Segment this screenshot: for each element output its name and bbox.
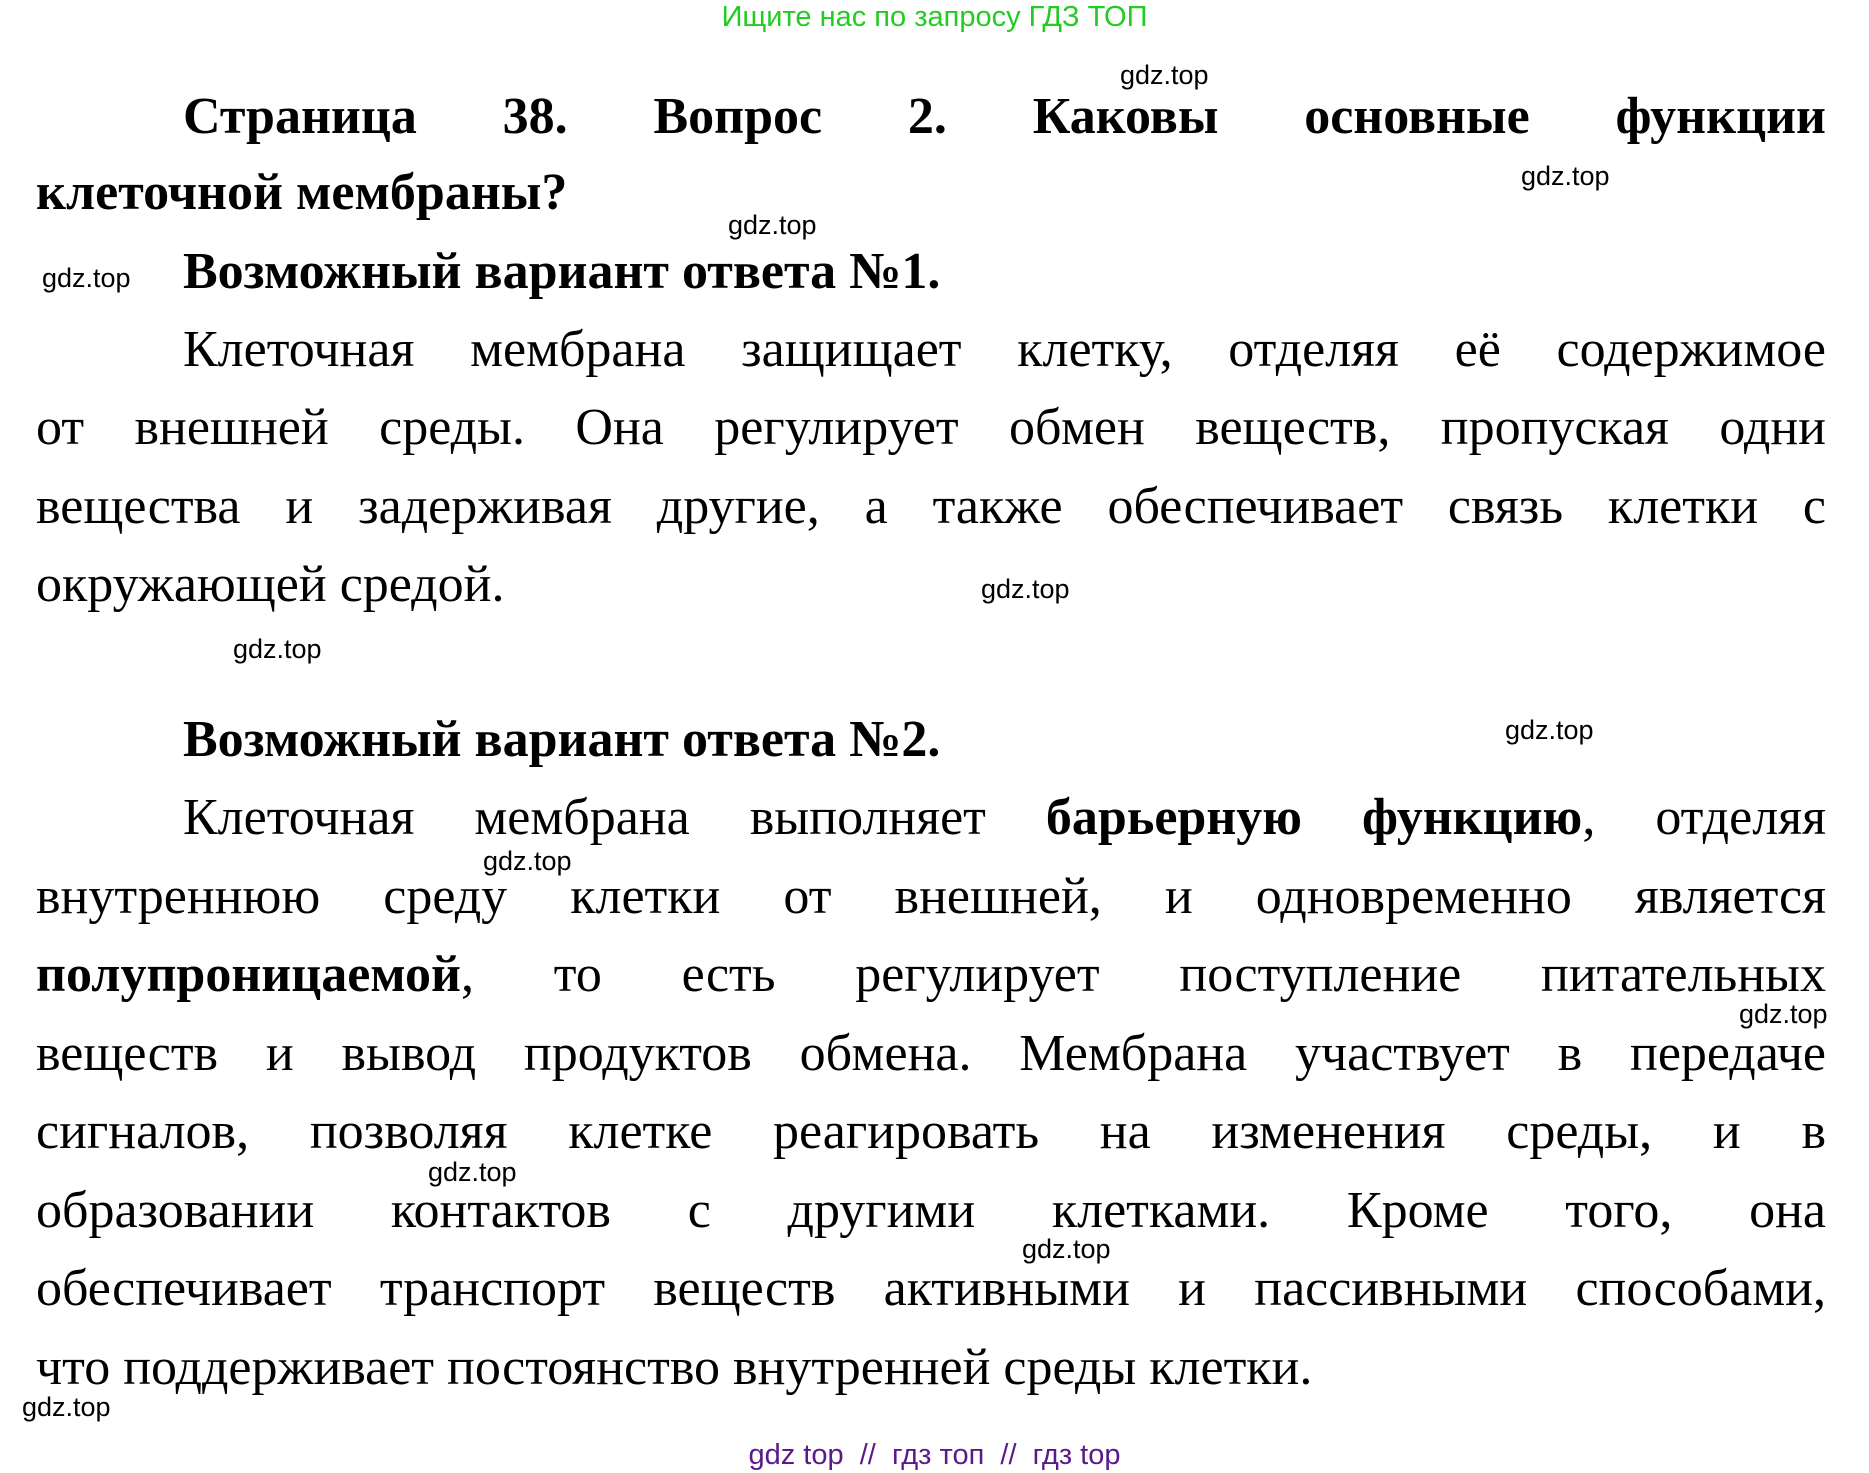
answer-1-line: вещества и задерживая другие, а также обеспечивает связь клетки с [36, 478, 1826, 535]
watermark: gdz.top [22, 1392, 111, 1422]
answer-2-line [183, 788, 1826, 848]
footer-links: gdz top // гдз топ // гдз top [748, 1439, 1121, 1471]
answer-2-line: образовании контактов с другими клетками. Кроме того, она [36, 1182, 1826, 1239]
answer-1-line: окружающей средой. [36, 556, 505, 613]
watermark: gdz.top [1521, 161, 1610, 191]
answer-2-line: веществ и вывод продуктов обмена. Мембрана участвует в передаче [36, 1025, 1826, 1082]
text: , отделяя [1582, 789, 1827, 846]
watermark: gdz.top [1505, 715, 1594, 745]
watermark: gdz.top [1022, 1234, 1111, 1264]
answer-2-line: обеспечивает транспорт веществ активными и пассивными способами, [36, 1260, 1826, 1317]
watermark: gdz.top [483, 846, 572, 876]
bold-term-barrier-function: барьерную функцию [1045, 789, 1583, 846]
watermark: gdz.top [42, 263, 131, 293]
answer-1-line: Клеточная мембрана защищает клетку, отделяя её содержимое [183, 321, 1826, 378]
watermark: gdz.top [1120, 60, 1209, 90]
answer-2-line: сигналов, позволяя клетке реагировать на изменения среды, и в [36, 1103, 1826, 1160]
answer-1-line: от внешней среды. Она регулирует обмен веществ, пропуская одни [36, 399, 1826, 456]
answer-2-line: что поддерживает постоянство внутренней среды клетки. [36, 1339, 1313, 1396]
watermark: gdz.top [1739, 999, 1828, 1029]
text: , то есть регулирует поступление питательных [461, 946, 1826, 1003]
answer-2-line [36, 945, 1826, 1005]
question-title-line-1: Страница 38. Вопрос 2. Каковы основные функции [183, 88, 1826, 145]
answer-2-heading: Возможный вариант ответа №2. [183, 711, 941, 768]
watermark: gdz.top [233, 634, 322, 664]
text: Клеточная мембрана выполняет [183, 789, 1046, 846]
promo-banner: Ищите нас по запросу ГДЗ ТОП [721, 1, 1148, 33]
watermark: gdz.top [981, 574, 1070, 604]
watermark: gdz.top [428, 1157, 517, 1187]
watermark: gdz.top [728, 210, 817, 240]
answer-2-line: внутреннюю среду клетки от внешней, и одновременно является [36, 868, 1826, 925]
bold-term-semipermeable: полупроницаемой [36, 946, 461, 1003]
question-title-line-2: клеточной мембраны? [36, 164, 568, 221]
answer-1-heading: Возможный вариант ответа №1. [183, 243, 941, 300]
